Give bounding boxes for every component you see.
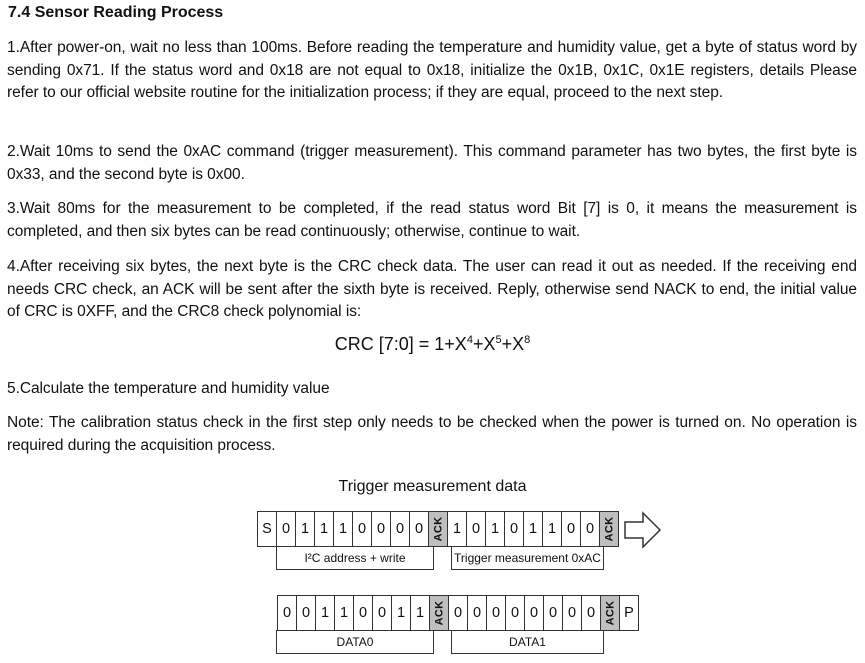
bit-cell: 0 (582, 596, 601, 630)
bit-row-trigger (257, 511, 619, 547)
ack-bit (430, 596, 449, 630)
trigger-measurement-label: Trigger measurement 0xAC (451, 546, 604, 570)
diagram-title: Trigger measurement data (338, 478, 527, 495)
data1-label: DATA1 (451, 630, 604, 654)
bit-cell: 0 (391, 512, 410, 546)
bit-cell: 1 (316, 596, 335, 630)
bit-cell: 1 (486, 512, 505, 546)
bit-cell: 1 (543, 512, 562, 546)
bit-cell: 0 (354, 596, 373, 630)
ack-label: ACK (433, 600, 446, 626)
step-3-paragraph: 3.Wait 80ms for the measurement to be completed, if the read status word Bit [7] is 0, it means the measurement is completed, and then six bytes can be read continuously; otherwise, continue to wait. (7, 200, 857, 240)
bit-cell: 0 (410, 512, 429, 546)
section-title: 7.4 Sensor Reading Process (8, 4, 224, 21)
bit-cell: 1 (296, 512, 315, 546)
formula-part: +X (472, 334, 496, 354)
ack-label: ACK (603, 516, 616, 542)
bit-cell: 1 (411, 596, 430, 630)
bit-cell: 0 (468, 596, 487, 630)
bit-cell: 1 (524, 512, 543, 546)
bit-cell: 1 (334, 512, 353, 546)
bit-cell: 0 (581, 512, 600, 546)
bit-cell: 0 (372, 512, 391, 546)
bit-cell: 0 (544, 596, 563, 630)
formula-exp: 5 (495, 334, 502, 346)
step-5-paragraph: 5.Calculate the temperature and humidity value (7, 380, 330, 397)
bit-cell: 0 (487, 596, 506, 630)
ack-bit (601, 596, 620, 630)
formula-part: CRC [7:0] = 1+X (334, 334, 467, 354)
data0-label: DATA0 (276, 630, 434, 654)
bit-cell: 0 (277, 512, 296, 546)
bit-row-data (277, 595, 639, 631)
bit-cell: 1 (392, 596, 411, 630)
bit-cell: 0 (562, 512, 581, 546)
step-4-paragraph: 4.After receiving six bytes, the next byte is the CRC check data. The user can read it out as needed. If the receiving end needs CRC check, an ACK will be sent after the sixth byte is received. Reply, otherwise send NACK to end, the initial value of CRC is 0XFF, and the CRC8 check polynomial is: (7, 258, 857, 320)
bit-cell: 0 (373, 596, 392, 630)
bit-cell: 0 (297, 596, 316, 630)
ack-label: ACK (432, 516, 445, 542)
bit-cell: 0 (353, 512, 372, 546)
ack-label: ACK (604, 600, 617, 626)
bit-cell: 0 (525, 596, 544, 630)
bit-cell: 0 (505, 512, 524, 546)
note-paragraph: Note: The calibration status check in the first step only needs to be checked when the power is turned on. No operation is required during the acquisition process. (7, 414, 857, 454)
bit-cell: 0 (467, 512, 486, 546)
ack-bit (429, 512, 448, 546)
bit-cell: 0 (563, 596, 582, 630)
step-2-paragraph: 2.Wait 10ms to send the 0xAC command (trigger measurement). This command parameter has two bytes, the first byte is 0x33, and the second byte is 0x00. (7, 143, 857, 183)
bit-cell: 0 (449, 596, 468, 630)
bit-cell: 0 (278, 596, 297, 630)
i2c-address-label: I²C address + write (276, 546, 434, 570)
formula-exp: 8 (524, 334, 531, 346)
bit-cell: 1 (448, 512, 467, 546)
continue-arrow-icon (624, 511, 662, 549)
bit-cell: 0 (506, 596, 525, 630)
formula-part: +X (501, 334, 525, 354)
stop-bit: P (620, 596, 639, 630)
ack-bit (600, 512, 619, 546)
formula-exp: 4 (466, 334, 473, 346)
start-bit: S (258, 512, 277, 546)
bit-cell: 1 (335, 596, 354, 630)
bit-cell: 1 (315, 512, 334, 546)
step-1-paragraph: 1.After power-on, wait no less than 100ms. Before reading the temperature and humidity value, get a byte of status word by sending 0x71. If the status word and 0x18 are not equal to 0x18, initialize the 0x1B, 0x1C, 0x1E registers, details Please refer to our official website routine for the initialization process; if they are equal, proceed to the next step. (7, 39, 857, 101)
crc-formula (0, 334, 865, 355)
